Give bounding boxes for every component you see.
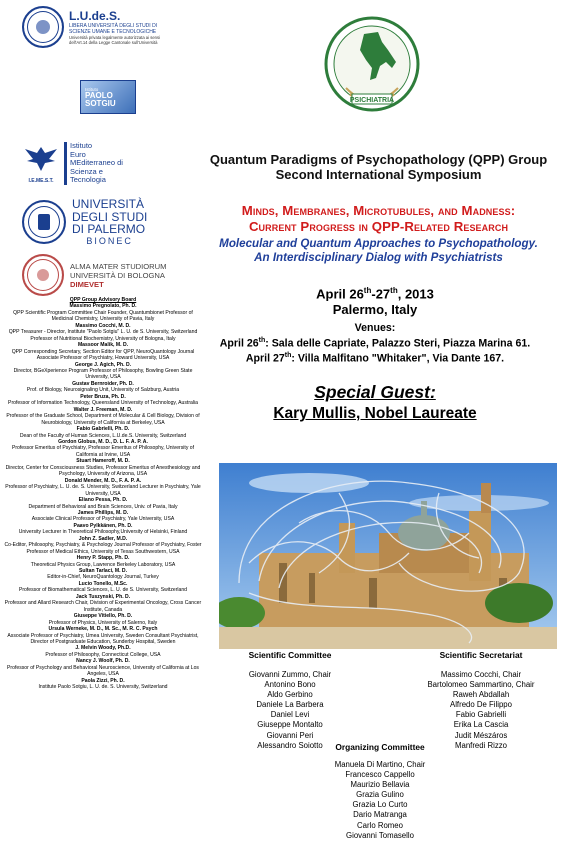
board-member-name: Paola Zizzi, Ph. D. — [81, 677, 125, 684]
board-member-name: George J. Agich, Ph. D. — [74, 361, 132, 368]
svg-text:PSICHIATRIA: PSICHIATRIA — [349, 97, 395, 104]
subtitle-line-1: Molecular and Quantum Approaches to Psychopathology. — [219, 237, 538, 250]
board-member-name: Walter J. Freeman, M. D. — [73, 406, 133, 413]
iemest-line-4: Scienza e — [70, 166, 103, 176]
unibo-dimevet: DIMEVET — [70, 279, 104, 289]
iemest-line-5: Tecnologia — [70, 175, 106, 184]
venues-label: Venues: — [354, 322, 396, 334]
ludes-line-2: SCIENZE UMANE E TECNOLOGICHE — [69, 28, 157, 35]
organizing-member: Dario Matranga — [353, 810, 407, 820]
iemest-line-2: Euro — [70, 149, 86, 159]
event-date: April 26th-27th, 2013 — [316, 286, 434, 302]
scientific-secretariat-list — [402, 670, 560, 751]
board-member-affiliation: Dean of the Faculty of Human Sciences, L.U.de.S. University, Switzerland — [19, 432, 187, 439]
board-member-name: Lucio Tonello, M.Sc. — [78, 580, 128, 587]
scientific-member: Giuseppe Montalto — [257, 720, 323, 730]
board-member-affiliation: Associate Professor of Psychiatry, Umea University, Sweden Consultant Psychiatrist, Director of Postgraduate Education, Sunderby Hospital, Sweden — [7, 632, 199, 646]
sotgiu-line-3: SOTGIU — [85, 98, 116, 108]
board-member-affiliation: Professor of the Graduate School, Department of Molecular & Cell Biology, Division of Neurobiology, University of California at Berkeley, USA — [6, 413, 200, 426]
board-member-affiliation: Professor of Psychiatry, L. U. de. S. University, Switzerland Lecturer in Psychiatry, Yale University, USA — [5, 484, 201, 497]
board-member-affiliation: Professor of Information Technology, Queensland University of Technology, Australia — [8, 400, 198, 407]
secretariat-member: Erika La Cascia — [453, 720, 509, 730]
title-line-2: Current Progress in QPP-Related Research — [248, 219, 509, 234]
organizing-committee-title: Organizing Committee — [335, 742, 425, 752]
subtitle-line-2: An Interdisciplinary Dialog with Psychiatrists — [254, 251, 503, 264]
unipa-line-2: DEGLI STUDI — [72, 209, 148, 224]
organizing-committee — [305, 742, 455, 841]
scientific-member: Giovanni Peri — [266, 730, 314, 740]
unipa-line-3: DI PALERMO — [72, 222, 146, 236]
venue-2: April 27th: Villa Malfitano "Whitaker", Via Dante 167. — [245, 351, 505, 365]
secretariat-member: Alfredo De Filippo — [450, 700, 512, 710]
board-member-name: Gordon Globus, M. D., D. L. F. A. P. A. — [58, 438, 148, 445]
board-member-name: Paavo Pylkkänen, Ph. D. — [73, 522, 133, 529]
sotgiu-line-2: PAOLO — [85, 90, 113, 100]
board-member-affiliation: Prof. of Biology, Neurosignaling Unit, University of Salzburg, Austria — [26, 387, 180, 394]
board-member-affiliation: Professor of Biomathematical Sciences, L. U. de S. University, Switzerland — [18, 587, 188, 594]
iemest-line-3: MEditerraneo di — [70, 158, 123, 167]
board-member-name: Stuart Hameroff, M. D. — [76, 458, 130, 465]
organizing-member: Manuela Di Martino, Chair — [334, 760, 426, 769]
iemest-acronym: I.E.ME.S.T. — [28, 177, 54, 184]
board-member-affiliation: Professor of Psychology and Behavioral Neuroscience, University of California at Los Angeles, USA — [7, 664, 199, 678]
venue-1: April 26th: Sala delle Capriate, Palazzo Steri, Piazza Marina 61. — [219, 336, 531, 350]
board-member-name: James Phillips, M. D. — [77, 509, 129, 516]
board-member-affiliation: Co-Editor, Philosophy, Psychiatry, & Psychology Journal Professor of Psychiatry, Foster Professor of Medical Ethics, University of Texas Southwestern, USA — [4, 542, 202, 555]
ludes-line-3: Università privata legalmente autorizzata ai sensi — [69, 34, 161, 40]
advisory-board-title: QPP Group Advisory Board — [69, 297, 137, 303]
scientific-secretariat-title: Scientific Secretariat — [439, 650, 523, 660]
symposium-subtitle — [190, 237, 567, 265]
board-member-affiliation: Professor of Physics, University of Salerno, Italy — [48, 619, 158, 626]
board-member-affiliation: Editor-in-Chief, NeuroQuantology Journal, Turkey — [47, 574, 159, 581]
secretariat-member: Bartolomeo Sammartino, Chair — [427, 680, 535, 690]
board-member-name: Sultan Tarlaci, M. D. — [78, 568, 128, 575]
unipa-logo — [22, 198, 147, 247]
iemest-line-1: Istituto — [70, 141, 93, 150]
board-member-name: Massoor Malik, M. D. — [77, 342, 129, 349]
unipa-line-1: UNIVERSITÀ — [72, 197, 145, 211]
cathedral-photo — [219, 463, 557, 649]
board-member-affiliation: University Lecturer in Theoretical Philosophy,University of Helsinki, Finland — [18, 529, 188, 536]
qpp-heading — [190, 152, 567, 182]
secretariat-member: Judit Mészáros — [454, 730, 508, 740]
secretariat-member: Fabio Gabrielli — [455, 710, 507, 720]
special-guest-label: Special Guest: — [314, 382, 436, 402]
psichiatria-seal-icon — [316, 2, 428, 130]
special-guest-name: Kary Mullis, Nobel Laureate — [273, 405, 477, 422]
scientific-member: Daniele La Barbera — [256, 700, 324, 710]
board-member-affiliation: Professor of Philosophy, Connecticut College, USA — [45, 651, 161, 658]
ludes-name: L.U.de.S. — [69, 8, 121, 23]
board-member-name: Henry P. Stapp, Ph. D. — [76, 555, 130, 562]
organizing-member: Carlo Romeo — [357, 820, 403, 830]
organizing-member: Giovanni Tomasello — [346, 830, 414, 840]
cathedral-illustration — [219, 463, 557, 649]
ludes-line-4: dell'Art.14 della Legge Cantonale sull'Università — [69, 39, 158, 45]
ludes-line-1: LIBERA UNIVERSITÀ DEGLI STUDI DI — [69, 22, 158, 29]
board-member-affiliation: Theoretical Physics Group, Lawrence Berkeley Laboratory, USA — [30, 561, 176, 568]
board-member-name: Gustav Bernroider, Ph. D. — [72, 380, 134, 387]
venues-block — [200, 322, 550, 365]
scientific-member: Daniel Levi — [270, 710, 310, 720]
ludes-seal-icon — [22, 6, 64, 48]
event-date-block — [200, 283, 550, 318]
board-member-name: J. Melvin Woody, Ph.D. — [75, 645, 131, 652]
board-member-name: Nancy J. Woolf, Ph. D. — [76, 658, 130, 665]
board-member-affiliation: Professor Emeritus of Psychiatry, Professor Emeritus of Philosophy, University of California at Irvine, USA — [11, 445, 195, 458]
board-member-name: Massimo Pregnolato, Ph. D. — [69, 303, 137, 310]
organizing-member: Grazia Gulino — [356, 790, 404, 800]
sotgiu-line-1: Istituto — [85, 86, 99, 92]
board-member-affiliation: QPP Treasurer - Director, Institute "Paolo Sotgiu" L. U. de S. University, Switzerland Professor of Nutritional Biochemistry, University of Bologna, Italy — [8, 329, 198, 342]
board-member-name: Eliano Pessa, Ph. D. — [78, 497, 128, 504]
board-member-affiliation: Associate Clinical Professor of Psychiatry, Yale University, USA — [31, 516, 175, 523]
scientific-committee-title: Scientific Committee — [248, 650, 332, 660]
scientific-secretariat — [402, 650, 560, 751]
symposium-title — [190, 203, 567, 235]
organizing-member: Francesco Cappello — [345, 770, 415, 780]
unibo-line-2: UNIVERSITÀ DI BOLOGNA — [70, 270, 165, 280]
board-member-affiliation: Institute Paolo Sotgiu, L. U. de. S. University, Switzerland — [38, 684, 168, 691]
board-member-name: Peter Bruza, Ph. D. — [80, 393, 126, 400]
secretariat-member: Massimo Cocchi, Chair — [440, 670, 522, 679]
unibo-seal-icon — [22, 254, 64, 296]
unipa-bionec: BIONEC — [86, 235, 133, 246]
board-member-name: Donald Mender, M. D., F. A. P. A. — [64, 477, 142, 484]
secretariat-member: Raweh Abdallah — [452, 690, 510, 700]
board-member-affiliation: Department of Behavioral and Brain Sciences, Univ. of Pavia, Italy — [28, 503, 178, 510]
scientific-member: Antonino Bono — [264, 680, 316, 690]
board-member-name: John Z. Sadler, M.D. — [78, 535, 128, 542]
unipa-seal-icon — [22, 200, 66, 244]
qpp-line-2: Second International Symposium — [275, 167, 482, 182]
eagle-icon — [23, 143, 59, 173]
board-member-name: Giuseppe Vitiello, Ph. D. — [73, 613, 133, 620]
scientific-member: Alessandro Soiotto — [257, 740, 323, 750]
scientific-member: Aldo Gerbino — [267, 690, 313, 700]
secretariat-member: Manfredi Rizzo — [455, 740, 507, 750]
qpp-line-1: Quantum Paradigms of Psychopathology (QPP) Group — [209, 152, 548, 167]
advisory-board-list — [2, 303, 204, 690]
board-member-affiliation: QPP Scientific Program Committee Chair Founder, Quantumbionet Professor of Medicinal Chemistry, University of Pavia, Italy — [13, 309, 193, 323]
board-member-name: Massimo Cocchi, M. D. — [75, 322, 131, 329]
organizing-committee-list — [305, 760, 455, 841]
board-member-affiliation: Director, Center for Consciousness Studies, Professor Emeritus of Anesthesiology and Psychology, University of Arizona, USA — [5, 464, 201, 478]
title-line-1: Minds, Membranes, Microtubules, and Madness: — [241, 203, 516, 218]
scientific-member: Giovanni Zummo, Chair — [248, 670, 332, 679]
board-member-affiliation: Professor and Allard Research Chair, Division of Experimental Oncology, Cross Cancer Institute, Canada — [4, 600, 202, 613]
paolo-sotgiu-logo — [80, 80, 136, 114]
board-member-affiliation: Director, BGeXperience Program Professor of Philosophy, Bowling Green State University, USA — [13, 367, 193, 381]
organizing-member: Maurizio Bellavia — [350, 780, 410, 790]
scientific-committee-list — [215, 670, 365, 751]
ludes-logo — [22, 6, 160, 48]
board-member-name: Fabio Gabrielli, Ph. D. — [76, 426, 130, 433]
board-member-affiliation: QPP Corresponding Secretary, Section Editor for QPP, NeuroQuantology Journal Associate Professor of Psychiatry, Howard University, USA — [11, 348, 195, 362]
iemest-logo — [22, 142, 123, 185]
event-place: Palermo, Italy — [332, 302, 418, 318]
board-member-name: Ursula Werneke, M. D., M. Sc., M. R. C. Psych — [48, 626, 158, 633]
psichiatria-logo — [316, 2, 428, 130]
board-member-name: Jack Tuszynski, Ph. D. — [75, 593, 131, 600]
unibo-logo — [22, 254, 166, 296]
advisory-board — [2, 297, 204, 691]
scientific-committee — [215, 650, 365, 751]
organizing-member: Grazia Lo Curto — [352, 800, 408, 810]
unibo-line-1: ALMA MATER STUDIORUM — [70, 261, 167, 271]
